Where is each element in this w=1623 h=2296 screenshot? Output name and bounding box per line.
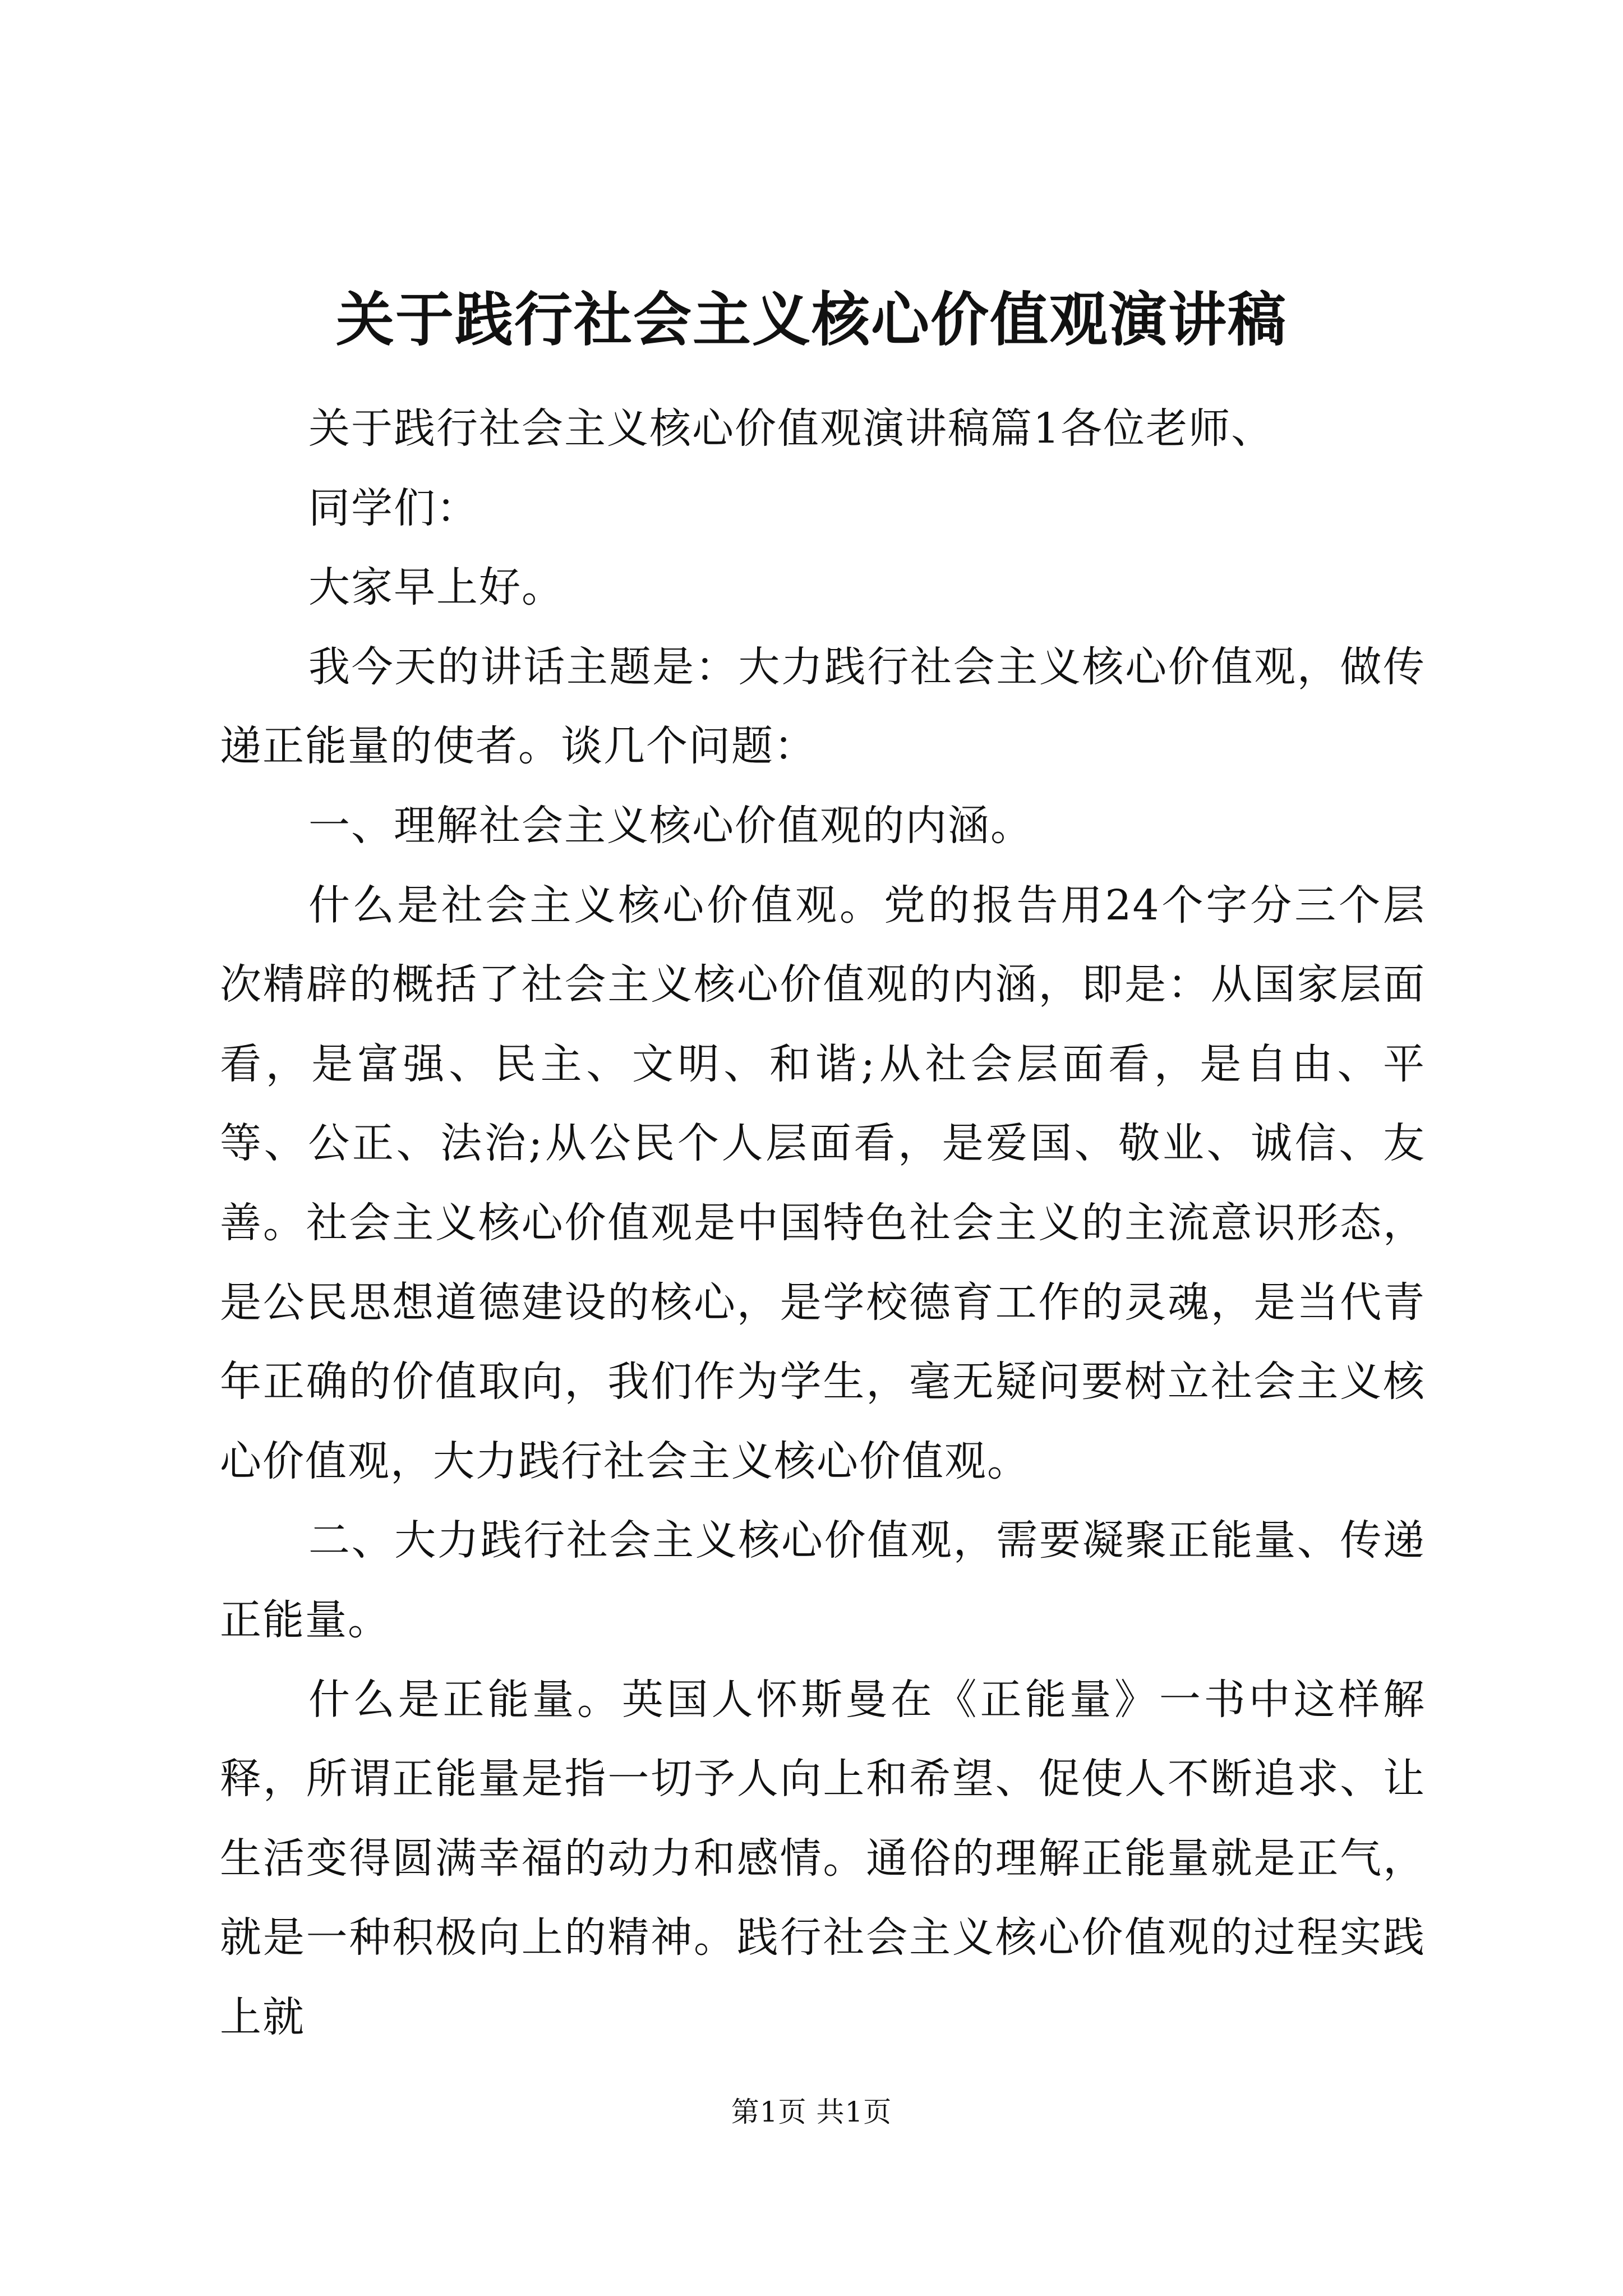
section-heading-2: 二、大力践行社会主义核心价值观，需要凝聚正能量、传递正能量。: [220, 1516, 1426, 1644]
paragraph-core-values: 什么是社会主义核心价值观。党的报告用24个字分三个层次精辟的概括了社会主义核心价值观的内涵，即是：从国家层面看，是富强、民主、文明、和谐;从社会层面看，是自由、平等、公正、法治;从公民个人层面看，是爱国、敬业、诚信、友善。社会主义核心价值观是中国特色社会主义的主流意识形态，是公民思想道德建设的核心，是学校德育工作的灵魂，是当代青年正确的价值取向，我们作为学生，毫无疑问要树立社会主义核心价值观，大力践行社会主义核心价值观。: [220, 881, 1426, 1485]
page-number-footer: 第1页 共1页: [731, 2096, 892, 2128]
paragraph-opening: 关于践行社会主义核心价值观演讲稿篇1各位老师、: [308, 404, 1274, 453]
paragraph-topic: 我今天的讲话主题是：大力践行社会主义核心价值观，做传递正能量的使者。谈几个问题：: [220, 642, 1426, 771]
section-heading-1: 一、理解社会主义核心价值观的内涵。: [308, 801, 1033, 850]
paragraph-positive-energy: 什么是正能量。英国人怀斯曼在《正能量》一书中这样解释，所谓正能量是指一切予人向上和希望、促使人不断追求、让生活变得圆满幸福的动力和感情。通俗的理解正能量就是正气，就是一种积极向上的精神。践行社会主义核心价值观的过程实践上就: [220, 1675, 1426, 2041]
document-body: [220, 389, 1426, 2057]
paragraph-salutation: 同学们：: [308, 484, 479, 532]
paragraph-greeting: 大家早上好。: [308, 563, 564, 612]
document-title: 关于践行社会主义核心价值观演讲稿: [335, 285, 1287, 354]
